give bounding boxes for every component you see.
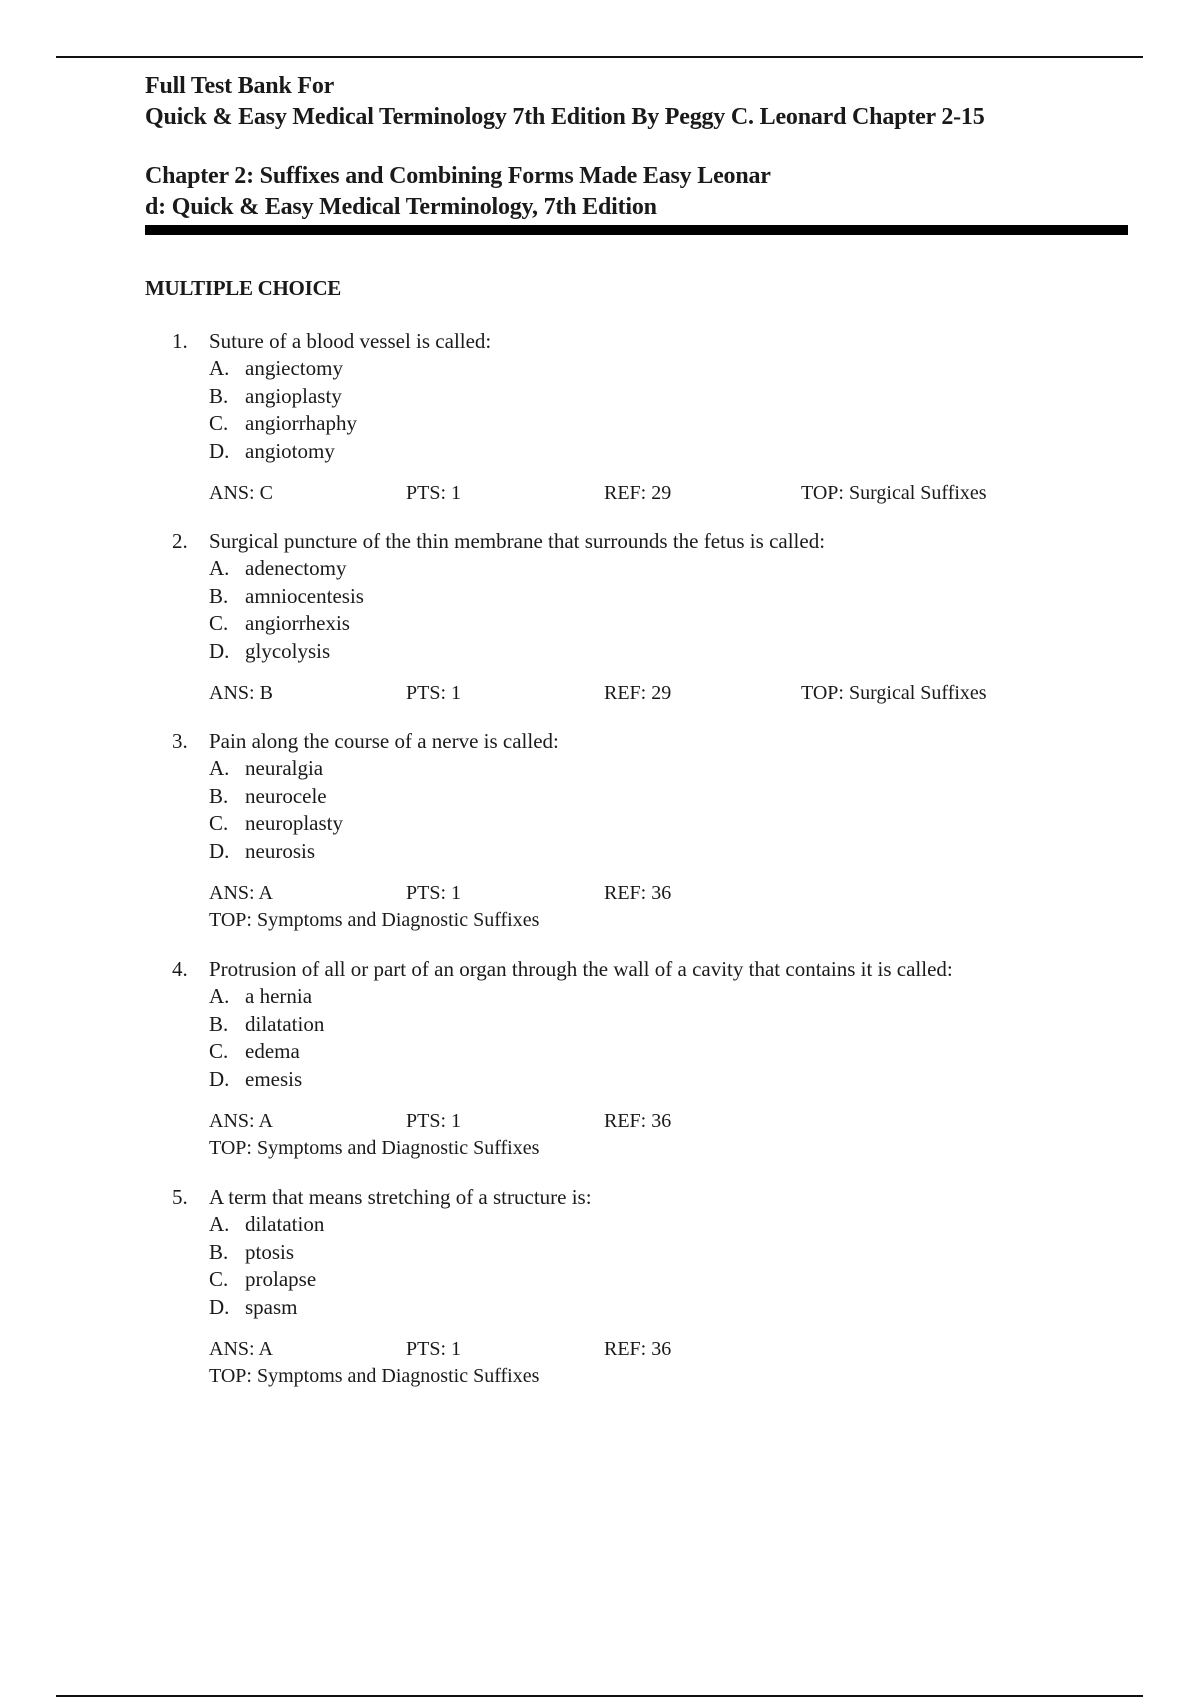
page-reference: REF: 36: [604, 1338, 672, 1360]
option-d: D. angiotomy: [209, 438, 335, 463]
question-stem: Surgical puncture of the thin membrane that surrounds the fetus is called:: [209, 529, 826, 553]
answer-key: ANS: A: [209, 882, 273, 904]
option-d: D. glycolysis: [209, 638, 331, 663]
option-a: A. angiectomy: [209, 356, 343, 380]
option-d: D. neurosis: [209, 838, 315, 863]
answer-row: [209, 1337, 1200, 1364]
option-d: D. emesis: [209, 1066, 303, 1091]
question-number: 5.: [172, 1185, 188, 1209]
answer-row: [209, 881, 1200, 908]
question-number: 4.: [172, 957, 188, 981]
option-list: [209, 983, 1200, 1093]
chapter-line-2: d: Quick & Easy Medical Terminology, 7th Edition: [145, 194, 657, 220]
answer-row: [209, 481, 1200, 508]
topic: TOP: Surgical Suffixes: [801, 482, 987, 504]
question-stem: Suture of a blood vessel is called:: [209, 329, 492, 353]
topic: TOP: Surgical Suffixes: [801, 682, 987, 704]
page-reference: REF: 36: [604, 1110, 672, 1132]
header-line-2: Quick & Easy Medical Terminology 7th Edition By Peggy C. Leonard Chapter 2-15: [145, 104, 985, 130]
topic: TOP: Symptoms and Diagnostic Suffixes: [209, 1137, 540, 1159]
document-header: [145, 71, 1135, 133]
answer-row: [209, 681, 1200, 708]
option-list: [209, 555, 1200, 665]
question-number: 2.: [172, 529, 188, 553]
option-a: A. adenectomy: [209, 556, 347, 580]
header-line-1: Full Test Bank For: [145, 73, 335, 99]
question-5: [172, 1184, 1200, 1389]
answer-row: [209, 1109, 1200, 1136]
option-a: A. a hernia: [209, 984, 313, 1008]
option-list: [209, 755, 1200, 865]
option-b: B. neurocele: [209, 783, 327, 808]
topic: TOP: Symptoms and Diagnostic Suffixes: [209, 909, 540, 931]
answer-key: ANS: C: [209, 482, 273, 504]
question-2: [172, 528, 1200, 708]
chapter-title: [145, 161, 1135, 223]
option-c: C. edema: [209, 1039, 300, 1063]
question-number: 1.: [172, 329, 188, 353]
option-b: B. amniocentesis: [209, 583, 364, 608]
option-d: D. spasm: [209, 1294, 298, 1319]
page-reference: REF: 29: [604, 482, 672, 504]
question-stem: Protrusion of all or part of an organ through the wall of a cavity that contains it is called:: [209, 957, 953, 981]
option-b: B. ptosis: [209, 1239, 295, 1264]
option-c: C. prolapse: [209, 1267, 317, 1291]
question-list: [0, 328, 1200, 1389]
question-1: [172, 328, 1200, 508]
option-c: C. angiorrhexis: [209, 611, 350, 635]
page-reference: REF: 36: [604, 882, 672, 904]
question-stem: A term that means stretching of a structure is:: [209, 1185, 592, 1209]
option-c: C. neuroplasty: [209, 811, 343, 835]
points: PTS: 1: [406, 682, 462, 704]
option-list: [209, 1211, 1200, 1321]
answer-key: ANS: B: [209, 682, 273, 704]
question-number: 3.: [172, 729, 188, 753]
option-a: A. dilatation: [209, 1212, 325, 1236]
option-list: [209, 355, 1200, 465]
question-3: [172, 728, 1200, 933]
option-b: B. angioplasty: [209, 383, 342, 408]
section-title: MULTIPLE CHOICE: [145, 276, 342, 300]
page-reference: REF: 29: [604, 682, 672, 704]
points: PTS: 1: [406, 482, 462, 504]
answer-key: ANS: A: [209, 1110, 273, 1132]
points: PTS: 1: [406, 1338, 462, 1360]
bottom-rule: [56, 1695, 1143, 1697]
points: PTS: 1: [406, 1110, 462, 1132]
topic: TOP: Symptoms and Diagnostic Suffixes: [209, 1365, 540, 1387]
points: PTS: 1: [406, 882, 462, 904]
question-stem: Pain along the course of a nerve is called:: [209, 729, 559, 753]
top-rule: [56, 56, 1143, 58]
option-a: A. neuralgia: [209, 756, 324, 780]
chapter-divider: [145, 225, 1128, 235]
answer-key: ANS: A: [209, 1338, 273, 1360]
chapter-line-1: Chapter 2: Suffixes and Combining Forms Made Easy Leonar: [145, 163, 771, 189]
option-c: C. angiorrhaphy: [209, 411, 357, 435]
option-b: B. dilatation: [209, 1011, 325, 1036]
question-4: [172, 956, 1200, 1161]
